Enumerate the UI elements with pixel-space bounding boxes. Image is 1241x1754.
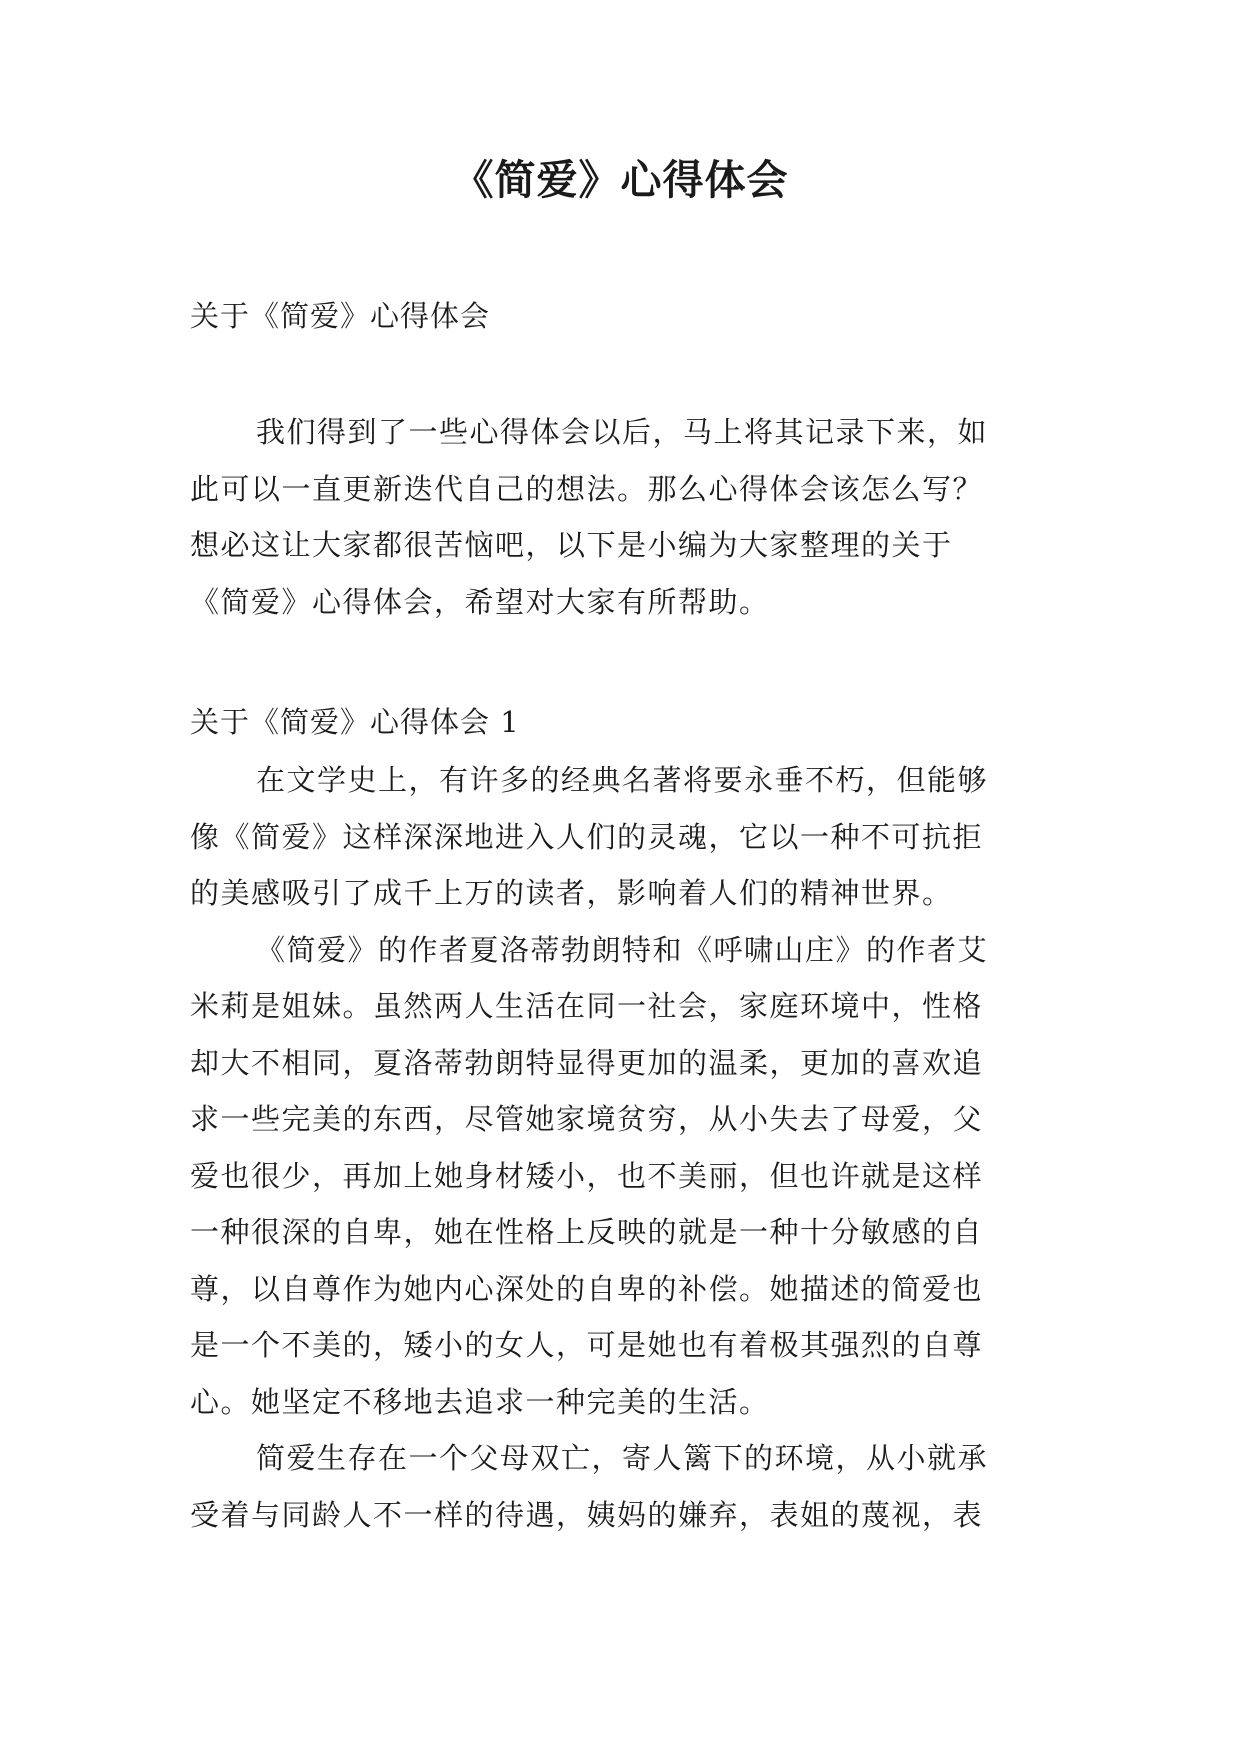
body-line: 一种很深的自卑，她在性格上反映的就是一种十分敏感的自 [190,1215,984,1249]
intro-line: 《简爱》心得体会，希望对大家有所帮助。 [190,584,770,619]
body-text [190,752,1050,1543]
body-line: 米莉是姐妹。虽然两人生活在同一社会，家庭环境中，性格 [190,989,984,1023]
body-line: 心。她坚定不移地去追求一种完美的生活。 [190,1384,770,1419]
document-subtitle: 关于《简爱》心得体会 [190,299,491,333]
body-line: 求一些完美的东西，尽管她家境贫穷，从小失去了母爱，父 [190,1102,984,1136]
body-line: 在文学史上，有许多的经典名著将要永垂不朽，但能够 [256,763,989,797]
body-line: 《简爱》的作者夏洛蒂勃朗特和《呼啸山庄》的作者艾 [256,932,989,967]
document-title: 《简爱》心得体会 [452,156,789,204]
body-line: 是一个不美的，矮小的女人，可是她也有着极其强烈的自尊 [190,1328,984,1362]
section-heading: 关于《简爱》心得体会 1 [190,705,520,739]
intro-line: 此可以一直更新迭代自己的想法。那么心得体会该怎么写？ [190,471,984,506]
body-line: 受着与同龄人不一样的待遇，姨妈的嫌弃，表姐的蔑视，表 [190,1497,984,1532]
body-line: 简爱生存在一个父母双亡，寄人篱下的环境，从小就承 [256,1441,989,1475]
body-line: 爱也很少，再加上她身材矮小，也不美丽，但也许就是这样 [190,1158,984,1193]
intro-paragraph [190,404,1050,630]
body-line: 却大不相同，夏洛蒂勃朗特显得更加的温柔，更加的喜欢追 [190,1045,984,1080]
body-line: 尊，以自尊作为她内心深处的自卑的补偿。她描述的简爱也 [190,1271,984,1306]
body-line: 像《简爱》这样深深地进入人们的灵魂，它以一种不可抗拒 [190,819,984,854]
intro-line: 我们得到了一些心得体会以后，马上将其记录下来，如 [256,415,989,449]
body-line: 的美感吸引了成千上万的读者，影响着人们的精神世界。 [190,876,953,910]
intro-line: 想必这让大家都很苦恼吧，以下是小编为大家整理的关于 [190,528,953,562]
